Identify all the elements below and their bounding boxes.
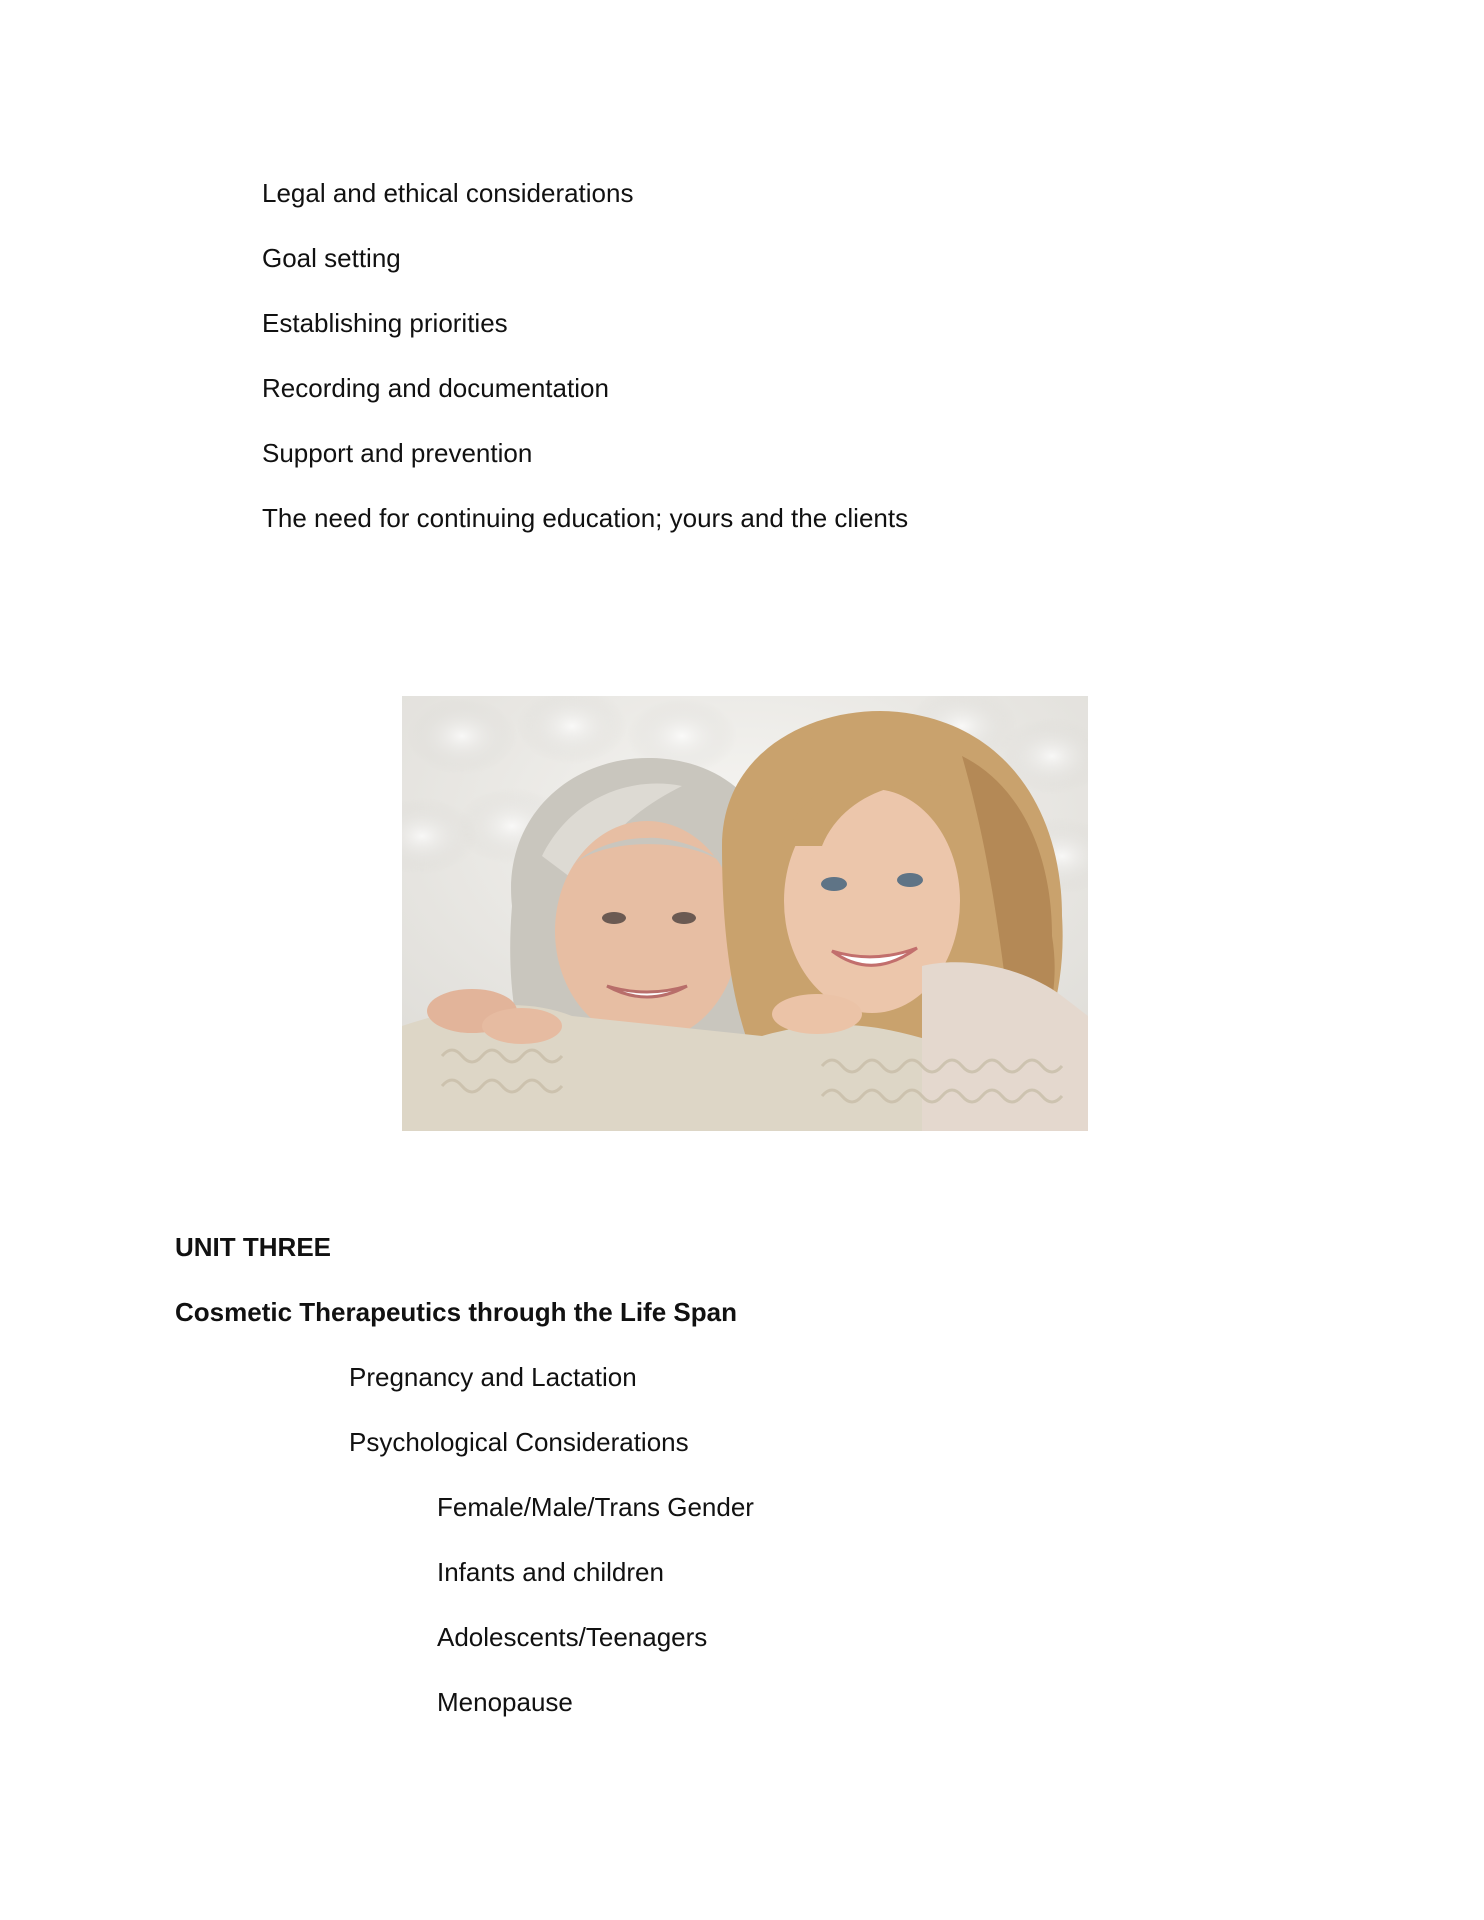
list-item: Female/Male/Trans Gender [437, 1492, 754, 1522]
list-item: The need for continuing education; yours and the clients [262, 503, 909, 533]
list-item: Infants and children [437, 1557, 664, 1587]
list-item: Adolescents/Teenagers [437, 1622, 708, 1652]
unit-title: Cosmetic Therapeutics through the Life Span [175, 1297, 737, 1327]
list-item: Pregnancy and Lactation [349, 1362, 637, 1392]
list-item: Goal setting [262, 243, 401, 273]
list-item: Support and prevention [262, 438, 533, 468]
two-women-portrait-icon [402, 696, 1088, 1131]
list-item: Menopause [437, 1687, 573, 1717]
list-item: Psychological Considerations [349, 1427, 689, 1457]
unit-heading: UNIT THREE [175, 1232, 331, 1262]
portrait-photo [402, 696, 1088, 1131]
list-item: Establishing priorities [262, 308, 508, 338]
list-item: Legal and ethical considerations [262, 178, 634, 208]
list-item: Recording and documentation [262, 373, 609, 403]
